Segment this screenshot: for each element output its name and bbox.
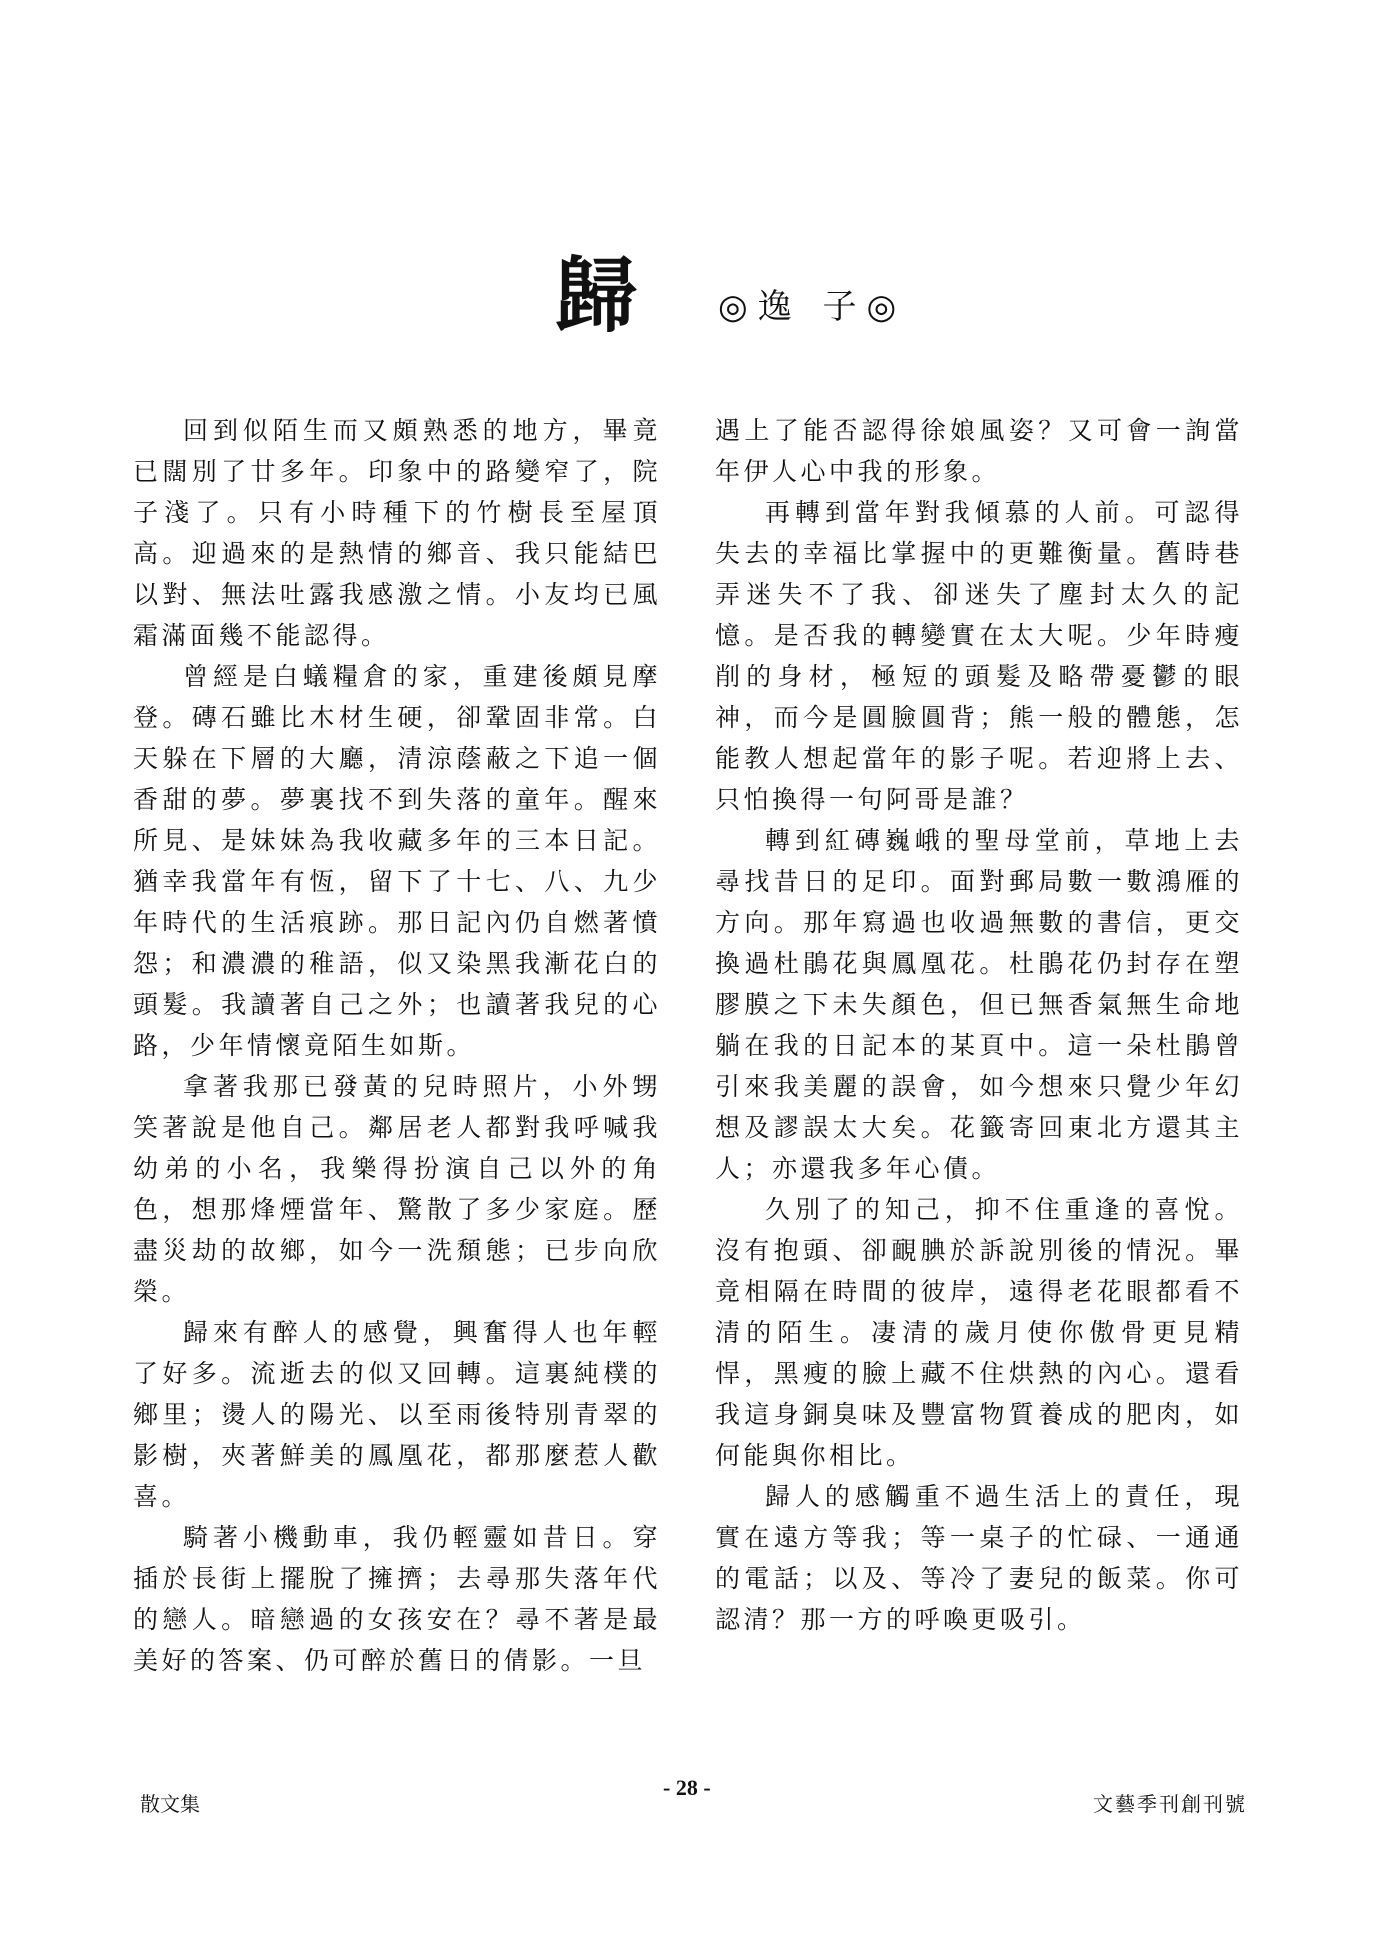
right-column (715, 410, 1243, 1640)
paragraph: 再轉到當年對我傾慕的人前。可認得失去的幸福比掌握中的更難衡量。舊時巷弄迷失不了我、卻迷失了塵封太久的記憶。是否我的轉變實在太大呢。少年時瘦削的身材，極短的頭髮及略帶憂鬱的眼神，而今是圓臉圓背；熊一般的體態，怎能教人想起當年的影子呢。若迎將上去、只怕換得一句阿哥是誰？ (715, 498, 1243, 814)
paragraph: 歸來有醉人的感覺，興奮得人也年輕了好多。流逝去的似又回轉。這裏純樸的鄉里；燙人的陽光、以至雨後特別青翠的影樹，夾著鮮美的鳳凰花，都那麼惹人歡喜。 (133, 1318, 661, 1511)
paragraph: 轉到紅磚巍峨的聖母堂前，草地上去尋找昔日的足印。面對郵局數一數鴻雁的方向。那年寫過也收過無數的書信，更交換過杜鵑花與鳳凰花。杜鵑花仍封存在塑膠膜之下未失顏色，但已無香氣無生命地躺在我的日記本的某頁中。這一朵杜鵑曾引來我美麗的誤會，如今想來只覺少年幻想及謬誤太大矣。花籤寄回東北方還其主人；亦還我多年心債。 (715, 826, 1243, 1183)
page-number: - 28 - (663, 1775, 711, 1800)
article-title: 歸 (555, 248, 638, 344)
footer-section-label: 散文集 (140, 1792, 200, 1816)
footer-publication-title: 文藝季刊創刊號 (1093, 1792, 1247, 1816)
paragraph: 久別了的知己，抑不住重逢的喜悅。沒有抱頭、卻靦腆於訴說別後的情況。畢竟相隔在時間的彼岸，遠得老花眼都看不清的陌生。凄清的歲月使你傲骨更見精悍，黑瘦的臉上藏不住烘熱的內心。還看我這身銅臭味及豐富物質養成的肥肉，如何能與你相比。 (715, 1195, 1243, 1470)
paragraph: 曾經是白蟻糧倉的家，重建後頗見摩登。磚石雖比木材生硬，卻鞏固非常。白天躲在下層的大廳，清涼蔭蔽之下追一個香甜的夢。夢裏找不到失落的童年。醒來所見、是妹妹為我收藏多年的三本日記。猶幸我當年有恆，留下了十七、八、九少年時代的生活痕跡。那日記內仍自燃著憤怨；和濃濃的稚語，似又染黑我漸花白的頭髮。我讀著自己之外；也讀著我兒的心路，少年情懷竟陌生如斯。 (133, 662, 661, 1060)
paragraph: 騎著小機動車，我仍輕靈如昔日。穿插於長街上擺脫了擁擠；去尋那失落年代的戀人。暗戀過的女孩安在？尋不著是最美好的答案、仍可醉於舊日的倩影。一旦 (133, 1523, 661, 1675)
paragraph: 拿著我那已發黃的兒時照片，小外甥笑著說是他自己。鄰居老人都對我呼喊我幼弟的小名，我樂得扮演自己以外的角色，想那烽煙當年、驚散了多少家庭。歷盡災劫的故鄉，如今一洗頹態；已步向欣榮。 (133, 1072, 661, 1306)
article-author: ◎逸 子◎ (718, 287, 907, 327)
paragraph: 遇上了能否認得徐娘風姿？又可會一詢當年伊人心中我的形象。 (715, 416, 1243, 486)
paragraph: 歸人的感觸重不過生活上的責任，現實在遠方等我；等一桌子的忙碌、一通通的電話；以及、等冷了妻兒的飯菜。你可認清？那一方的呼喚更吸引。 (715, 1482, 1243, 1634)
left-column (133, 410, 661, 1681)
paragraph: 回到似陌生而又頗熟悉的地方，畢竟已闊別了廿多年。印象中的路變窄了，院子淺了。只有小時種下的竹樹長至屋頂高。迎過來的是熱情的鄉音、我只能結巴以對、無法吐露我感激之情。小友均已風霜滿面幾不能認得。 (133, 416, 661, 650)
